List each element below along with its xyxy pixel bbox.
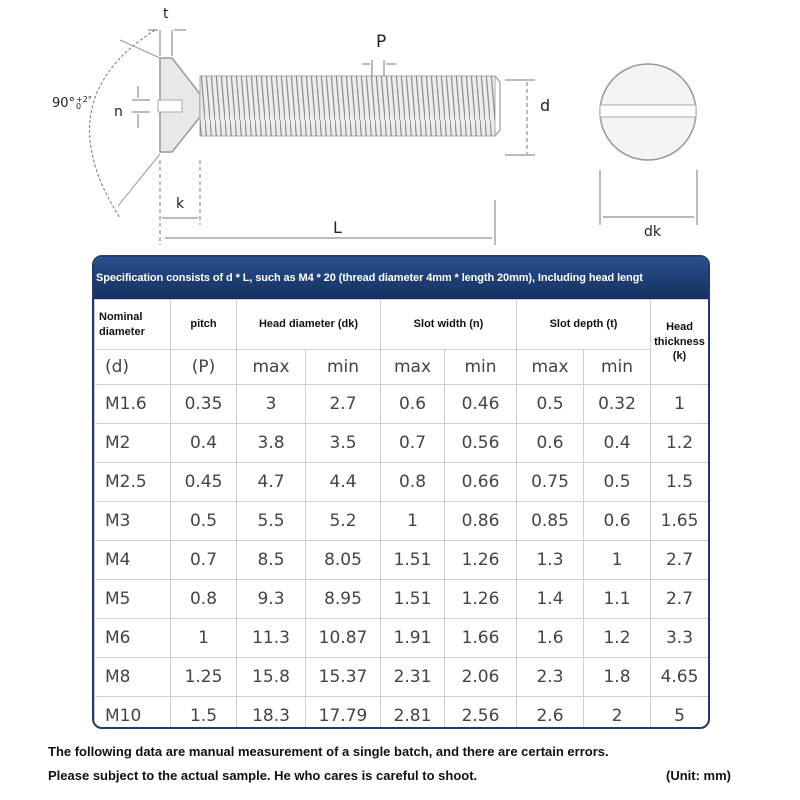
table-cell: 1.66	[445, 619, 517, 658]
footer-note	[48, 740, 748, 788]
table-cell: 1.51	[381, 541, 445, 580]
table-cell: 8.95	[306, 580, 381, 619]
subheader-t-max: max	[517, 350, 584, 385]
table-cell: 5	[651, 697, 709, 730]
table-cell: 0.6	[584, 502, 651, 541]
table-cell: 2	[584, 697, 651, 730]
table-cell: 1.91	[381, 619, 445, 658]
table-cell: 2.81	[381, 697, 445, 730]
table-cell: M6	[95, 619, 171, 658]
header-head-diameter: Head diameter (dk)	[237, 300, 381, 350]
subheader-p: (P)	[171, 350, 237, 385]
subheader-dk-min: min	[306, 350, 381, 385]
table-cell: 4.4	[306, 463, 381, 502]
screw-drawing	[0, 0, 800, 250]
table-cell: M2.5	[95, 463, 171, 502]
table-cell: 1.25	[171, 658, 237, 697]
table-cell: 2.3	[517, 658, 584, 697]
table-cell: 3.5	[306, 424, 381, 463]
table-cell: 0.4	[171, 424, 237, 463]
screw-slot	[158, 100, 182, 112]
table-cell: 18.3	[237, 697, 306, 730]
table-cell: 2.31	[381, 658, 445, 697]
table-cell: M3	[95, 502, 171, 541]
table-cell: 0.6	[381, 385, 445, 424]
table-cell: 1	[381, 502, 445, 541]
table-cell: 3.3	[651, 619, 709, 658]
table-cell: 2.7	[651, 541, 709, 580]
table-cell: 17.79	[306, 697, 381, 730]
label-d: d	[540, 96, 551, 115]
note-line-2: Please subject to the actual sample. He who cares is careful to shoot.	[48, 768, 478, 783]
table-cell: 0.35	[171, 385, 237, 424]
table-cell: 0.85	[517, 502, 584, 541]
label-p: P	[376, 32, 387, 52]
angle-tol-lower: 0	[76, 102, 82, 111]
spec-table-panel	[92, 255, 710, 729]
table-cell: 2.7	[651, 580, 709, 619]
table-cell: 1.5	[171, 697, 237, 730]
header-slot-width: Slot width (n)	[381, 300, 517, 350]
table-cell: 11.3	[237, 619, 306, 658]
note-line-1: The following data are manual measurement of a single batch, and there are certain errors.	[48, 744, 609, 759]
subheader-d: (d)	[95, 350, 171, 385]
spec-table-body	[95, 385, 709, 730]
table-cell: 1.1	[584, 580, 651, 619]
angle-tol-upper: +2°	[76, 95, 92, 104]
spec-table	[94, 299, 709, 729]
table-cell: 15.8	[237, 658, 306, 697]
table-cell: 1	[171, 619, 237, 658]
table-row	[95, 463, 709, 502]
subheader-t-min: min	[584, 350, 651, 385]
table-cell: 1.65	[651, 502, 709, 541]
table-cell: 0.7	[171, 541, 237, 580]
label-dk: dk	[644, 224, 661, 240]
table-row	[95, 502, 709, 541]
subheader-dk-max: max	[237, 350, 306, 385]
table-cell: 9.3	[237, 580, 306, 619]
table-cell: 1.2	[651, 424, 709, 463]
spec-banner: Specification consists of d * L, such as M4 * 20 (thread diameter 4mm * length 20mm), Including head lengt	[94, 257, 708, 299]
table-cell: M8	[95, 658, 171, 697]
end-view-slot	[600, 105, 696, 117]
table-cell: M10	[95, 697, 171, 730]
table-cell: 0.86	[445, 502, 517, 541]
table-row	[95, 385, 709, 424]
table-cell: 1.3	[517, 541, 584, 580]
table-cell: 1.26	[445, 541, 517, 580]
table-cell: M2	[95, 424, 171, 463]
table-cell: 1.6	[517, 619, 584, 658]
header-pitch: pitch	[171, 300, 237, 350]
table-cell: 5.2	[306, 502, 381, 541]
table-row	[95, 424, 709, 463]
header-slot-depth: Slot depth (t)	[517, 300, 651, 350]
table-cell: 0.32	[584, 385, 651, 424]
label-L: L	[333, 218, 342, 237]
table-cell: 2.7	[306, 385, 381, 424]
table-cell: 1.4	[517, 580, 584, 619]
table-row	[95, 697, 709, 730]
table-cell: 3.8	[237, 424, 306, 463]
table-cell: 2.06	[445, 658, 517, 697]
table-cell: M5	[95, 580, 171, 619]
table-cell: 3	[237, 385, 306, 424]
table-cell: 1.5	[651, 463, 709, 502]
table-cell: 10.87	[306, 619, 381, 658]
table-cell: 0.4	[584, 424, 651, 463]
table-cell: 1	[651, 385, 709, 424]
table-cell: 1	[584, 541, 651, 580]
table-cell: 0.56	[445, 424, 517, 463]
table-cell: 0.6	[517, 424, 584, 463]
table-cell: 0.46	[445, 385, 517, 424]
table-row	[95, 658, 709, 697]
unit-label: (Unit: mm)	[666, 768, 731, 783]
table-cell: 0.66	[445, 463, 517, 502]
table-cell: 4.7	[237, 463, 306, 502]
table-row	[95, 580, 709, 619]
table-cell: 0.8	[171, 580, 237, 619]
table-cell: 4.65	[651, 658, 709, 697]
table-cell: 5.5	[237, 502, 306, 541]
table-cell: 0.5	[517, 385, 584, 424]
table-cell: 8.5	[237, 541, 306, 580]
table-cell: 0.8	[381, 463, 445, 502]
table-cell: 2.56	[445, 697, 517, 730]
header-nominal: Nominal diameter	[95, 300, 171, 350]
screw-diagram	[0, 0, 800, 250]
table-cell: 1.2	[584, 619, 651, 658]
table-row	[95, 619, 709, 658]
table-cell: 0.7	[381, 424, 445, 463]
table-cell: 0.5	[584, 463, 651, 502]
subheader-n-min: min	[445, 350, 517, 385]
table-cell: 0.5	[171, 502, 237, 541]
table-cell: 1.51	[381, 580, 445, 619]
angle-value: 90°	[52, 96, 76, 111]
note-line-2-wrap	[48, 764, 748, 788]
label-angle	[52, 96, 92, 111]
table-cell: 1.8	[584, 658, 651, 697]
table-row	[95, 541, 709, 580]
subheader-row	[95, 350, 709, 385]
table-cell: 15.37	[306, 658, 381, 697]
table-cell: 2.6	[517, 697, 584, 730]
table-cell: M1.6	[95, 385, 171, 424]
subheader-n-max: max	[381, 350, 445, 385]
table-cell: 8.05	[306, 541, 381, 580]
table-cell: 0.45	[171, 463, 237, 502]
table-cell: 1.26	[445, 580, 517, 619]
header-row	[95, 300, 709, 350]
label-k: k	[176, 196, 185, 212]
header-head-thickness: Head thickness (k)	[651, 300, 709, 385]
table-cell: M4	[95, 541, 171, 580]
label-t: t	[163, 6, 169, 22]
label-n: n	[114, 104, 123, 120]
table-cell: 0.75	[517, 463, 584, 502]
